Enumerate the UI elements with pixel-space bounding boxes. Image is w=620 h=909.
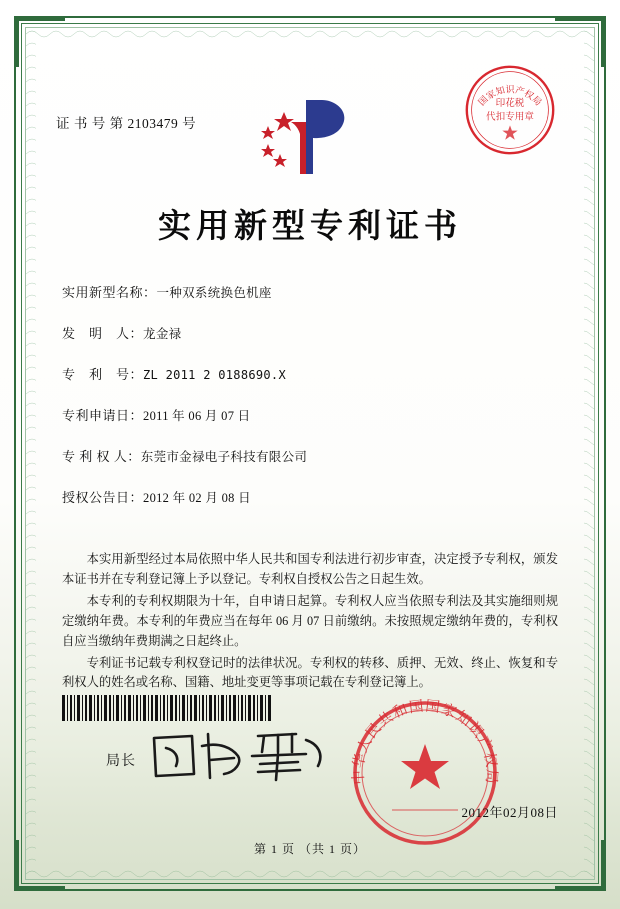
field-label: 专利申请日： — [62, 408, 144, 423]
field-value: 龙金禄 — [143, 327, 182, 341]
field-value: 东莞市金禄电子科技有限公司 — [140, 450, 308, 464]
certificate-number: 证 书 号 第 2103479 号 — [56, 116, 197, 131]
field-utility-model-name — [62, 282, 558, 301]
field-value: 2011 年 06 月 07 日 — [143, 409, 251, 423]
page-title: 实用新型专利证书 — [158, 206, 462, 245]
director-signature — [146, 726, 336, 788]
field-label: 发 明 人： — [62, 326, 144, 341]
paragraph-grant: 本实用新型经过本局依照中华人民共和国专利法进行初步审查，决定授予专利权，颁发本证书并在专利登记簿上予以登记。专利权自授权公告之日起生效。 — [62, 552, 558, 586]
svg-text:代扣专用章: 代扣专用章 — [486, 111, 534, 123]
issue-date: 2012年02月08日 — [461, 805, 558, 820]
sipo-logo-icon — [250, 92, 370, 182]
certificate-content — [50, 50, 570, 869]
field-grant-announcement-date — [62, 487, 558, 506]
legal-text-block — [62, 550, 558, 695]
field-label: 授权公告日： — [62, 490, 144, 505]
field-patent-number — [62, 364, 558, 383]
field-label: 专 利 号： — [62, 367, 144, 382]
field-value: ZL 2011 2 0188690.X — [143, 368, 286, 382]
director-label: 局长 — [106, 754, 136, 769]
field-patentee — [62, 446, 558, 465]
field-label: 专 利 权 人： — [62, 449, 141, 464]
official-seal — [350, 698, 500, 848]
field-list — [62, 282, 558, 528]
paragraph-term-and-fees: 本专利的专利权期限为十年，自申请日起算。专利权人应当依照专利法及其实施细则规定缴纳年费。本专利的年费应当在每年 06 月 07 日前缴纳。未按照规定缴纳年费的，专利权自应当缴纳年费期满之日起终止。 — [62, 593, 558, 648]
svg-text:印花税: 印花税 — [495, 98, 525, 110]
field-application-date — [62, 405, 558, 424]
page-indicator: 第 1 页 （共 1 页） — [253, 842, 366, 856]
field-inventor — [62, 323, 558, 342]
field-label: 实用新型名称： — [62, 285, 157, 300]
barcode — [62, 695, 272, 721]
paragraph-registry: 专利证书记载专利权登记时的法律状况。专利权的转移、质押、无效、终止、恢复和专利权人的姓名或名称、国籍、地址变更等事项记载在专利登记簿上。 — [62, 655, 558, 690]
seal-text: 中华人民共和国国家知识产权局 — [350, 698, 500, 786]
svg-text:国家知识产权局: 国家知识产权局 — [477, 85, 543, 109]
tax-stamp-seal — [462, 62, 558, 158]
field-value: 一种双系统换色机座 — [156, 286, 272, 300]
field-value: 2012 年 02 月 08 日 — [143, 491, 251, 505]
